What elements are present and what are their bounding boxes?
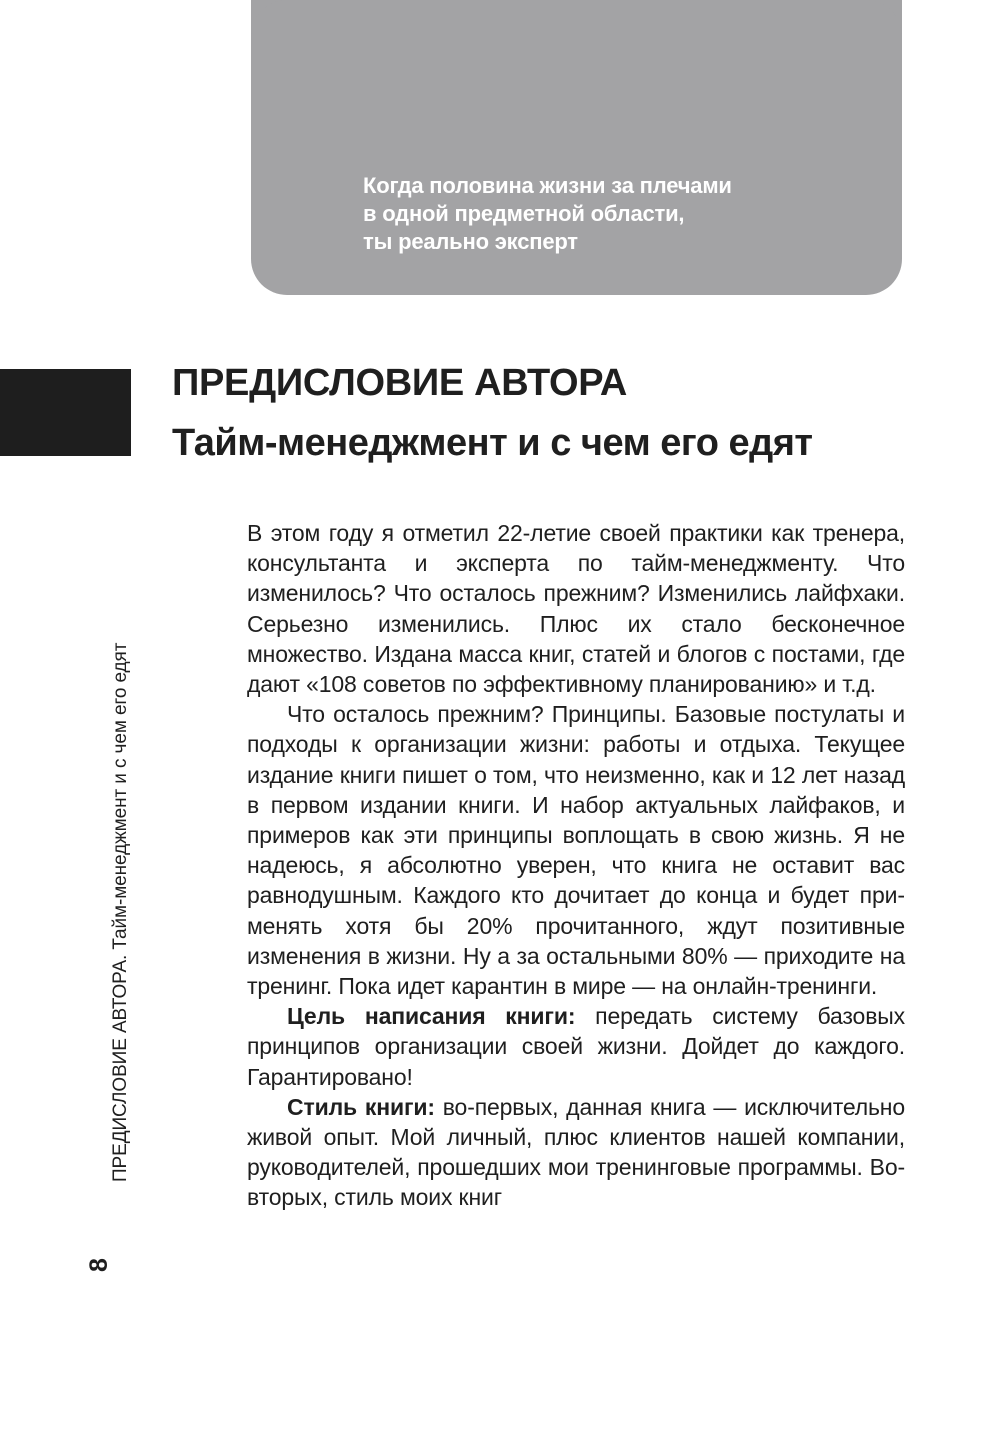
page-number: 8 — [85, 1258, 113, 1272]
quote-box — [251, 0, 902, 295]
quote-line: ты реально эксперт — [363, 229, 578, 254]
paragraph-1: В этом году я отметил 22-летие своей практики как тренера, консультанта и эксперта по тайм-менеджменту. Что изменилось? Что осталось прежним? Изменились лайфхаки. Серьезно изменились. Плюс их стало бесконечное множество. Издана масса книг, статей и блогов с постами, где дают «108 советов по эффективному планированию» и т.д. — [247, 520, 905, 698]
quote-line: в одной предметной области, — [363, 201, 685, 226]
chapter-title: ПРЕДИСЛОВИЕ АВТОРА — [172, 362, 628, 404]
chapter-marker-tab — [0, 369, 131, 456]
quote-text — [363, 172, 883, 256]
paragraph-4 — [247, 1092, 905, 1213]
paragraph-4-lead: Стиль книги: — [287, 1093, 435, 1120]
paragraph-2: Что осталось прежним? Принципы. Базовые постулаты и подходы к организации жизни: работы и отдыха. Текущее издание книги пишет о том, что неизменно, как и 12 лет назад в первом издании книги. И набор актуальных лайфаков, и примеров как эти принципы воплощать в свою жизнь. Я не надеюсь, я абсолютно уверен, что книга не оставит вас равнодушным. Каждого кто дочитает до конца и будет применять хотя бы 20% прочитанного, ждут позитивные изменения в жизни. Ну а за остальными 80% — приходите на тренинг. Пока идет карантин в мире — на онлайн-тренинги. — [247, 701, 905, 1000]
body-text — [247, 518, 905, 1213]
running-head: ПРЕДИСЛОВИЕ АВТОРА. Тайм-менеджмент и с чем его едят — [110, 642, 131, 1182]
paragraph-4-text: во-первых, данная книга — исключительно живой опыт. Мой личный, плюс клиентов нашей компании, руководителей, прошедших мои тренинговые программы. Во-вторых, стиль моих книг — [247, 1093, 905, 1211]
quote-line: Когда половина жизни за плечами — [363, 173, 732, 198]
paragraph-3-text: передать систему базовых принципов организации своей жизни. Дойдет до каждого. Гарантировано! — [247, 1003, 905, 1090]
paragraph-3 — [247, 1001, 905, 1092]
paragraph-3-lead: Цель написания книги: — [287, 1003, 576, 1030]
chapter-subtitle: Тайм-менеджмент и с чем его едят — [172, 422, 813, 464]
